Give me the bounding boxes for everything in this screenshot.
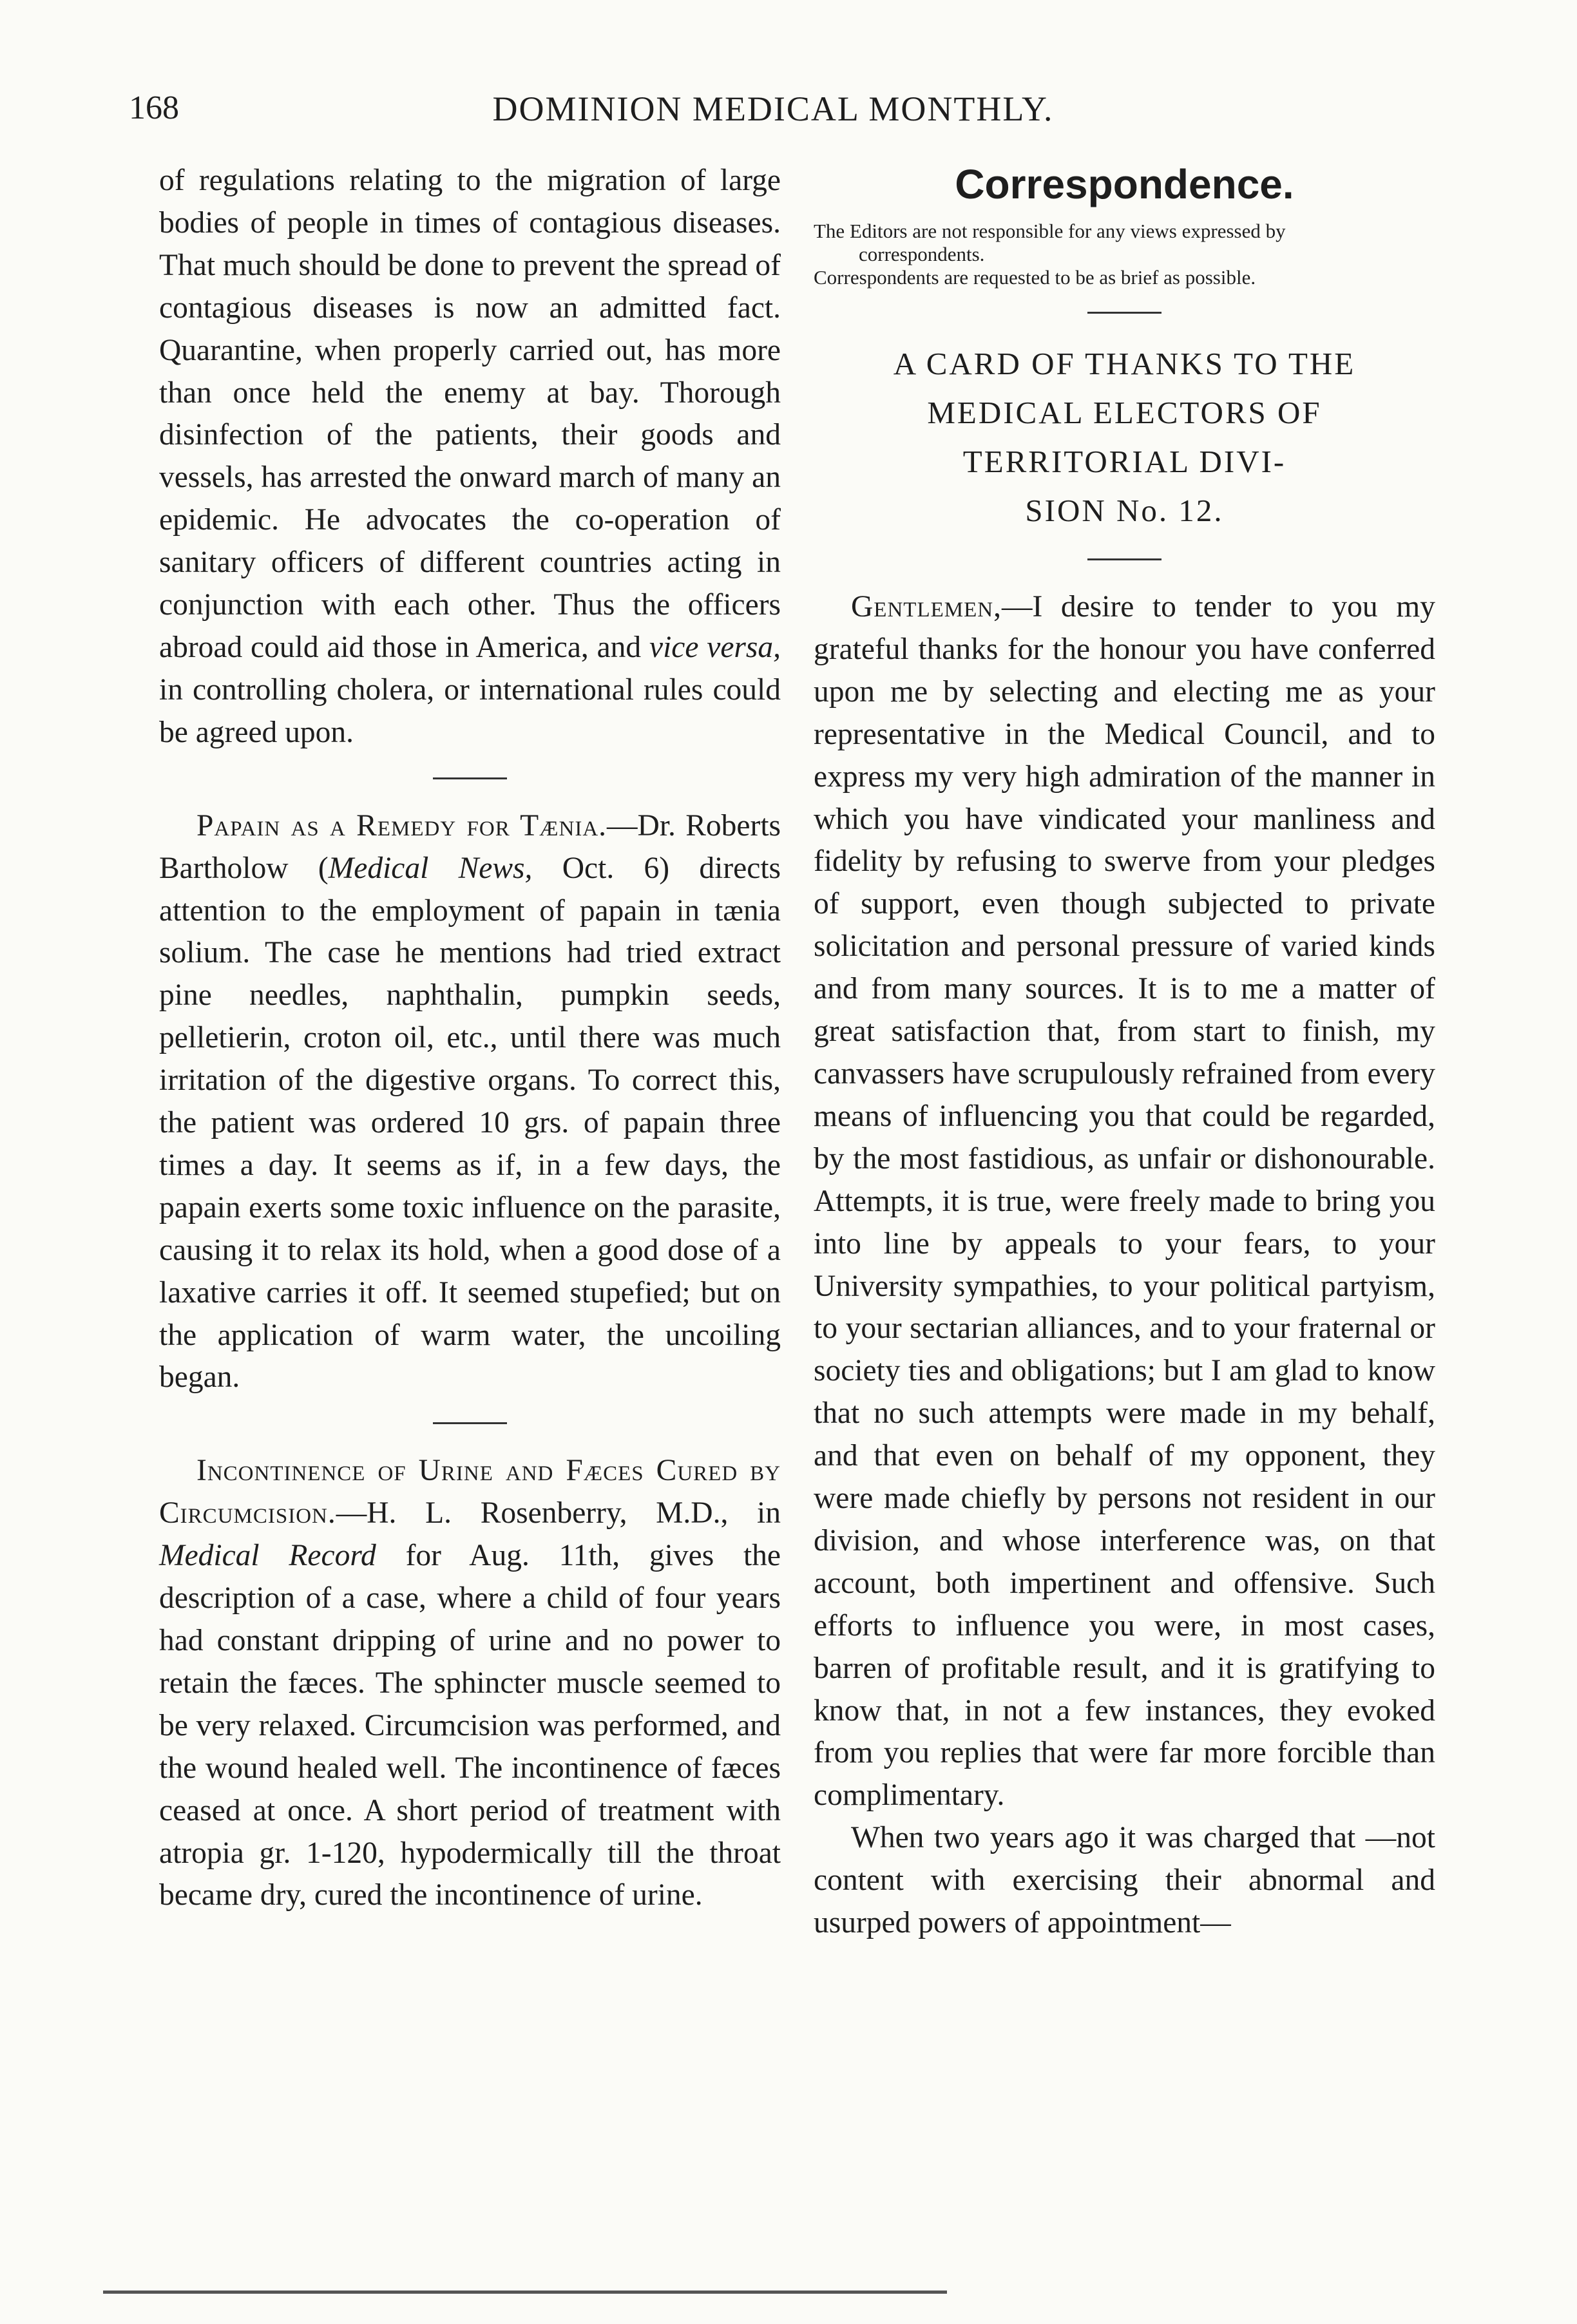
section-divider [433,1422,507,1424]
editors-note: The Editors are not responsible for any views expressed by [814,220,1286,242]
right-column [814,160,1435,1945]
page-header [129,89,1417,128]
migration-text-end: in controlling cholera, or international rules could be agreed upon. [159,672,781,749]
left-column [159,160,781,1917]
page-number: 168 [129,90,179,126]
section-divider [433,777,507,779]
papain-text-body: Oct. 6) directs attention to the employment of papain in tænia solium. The case he mentions had tried extract pine needles, naphthalin, pumpkin seeds, pelletierin, croton oil, etc., until there was much irritation of the digestive organs. To correct this, the patient was ordered 10 grs. of papain three times a day. It seems as if, in a few days, the papain exerts some toxic influence on the parasite, causing it to relax its hold, when a good dose of a laxative carries it off. It seemed stupefied; but on the application of warm water, the uncoiling began. [159,851,781,1395]
incontinence-text-body: for Aug. 11th, gives the description of a case, where a child of four years had constant dripping of urine and no power to retain the fæces. The sphincter muscle seemed to be very relaxed. Circumcision was performed, and the wound healed well. The incontinence of fæces ceased at once. A short period of treatment with atropia gr. 1-120, hypodermically till the throat became dry, cured the incontinence of urine. [159,1539,781,1912]
incontinence-dash: — [336,1496,367,1530]
card-title-line: TERRITORIAL DIVI- [962,444,1286,479]
card-title-line: A CARD OF THANKS TO THE [893,346,1356,381]
letter-text: —I desire to tender to you my grateful thanks for the honour you have conferred upon me by selecting and electing me as your representative in the Medical Council, and to express my very high admiration of the manner in which you have vindicated your manliness and fidelity by refusing to swerve from your pledges of support, even though subjected to private solicitation and personal pressure of varied kinds and from many sources. It is to me a matter of great satisfaction that, from start to finish, my canvassers have scrupulously refrained from every means of influencing you that could be regarded, by the most fastidious, as unfair or dishonourable. Attempts, it is true, were freely made to bring you into line by appeals to your fears, to your University sympathies, to your political partyism, to your sectarian alliances, and to your fraternal or society ties and obligations; but I am glad to know that no such attempts were made in my behalf, and that even on behalf of my opponent, they were made chiefly by persons not resident in our division, and whose interference was, on that account, both impertinent and offensive. Such efforts to influence you were, in most cases, barren of profitable result, and it is gratifying to know that, in not a few instances, they evoked from you replies that were far more forcible than complimentary. [814,590,1435,1813]
papain-dash: — [607,808,638,843]
section-divider [1087,312,1161,314]
letter-paragraph-2 [814,1817,1435,1945]
correspondence-title: Correspondence. [955,161,1294,207]
running-head: DOMINION MEDICAL MONTHLY. [492,90,1054,128]
card-title-line: MEDICAL ELECTORS OF [927,395,1322,430]
papain-paragraph [159,805,781,1400]
incontinence-heading: Incontinence of Urine and Fæces Cured by Circumcision. [159,1454,781,1530]
card-title-line: SION No. 12. [1025,493,1224,528]
salutation: Gentlemen, [851,590,1002,624]
editors-note-cont: correspondents. [859,243,985,265]
migration-paragraph [159,160,781,754]
medical-news-italic: Medical News, [328,851,533,885]
medical-record-italic: Medical Record [159,1539,376,1573]
migration-text: of regulations relating to the migration of large bodies of people in times of contagious diseases. That much should be done to prevent the spread of contagious diseases is now an admitted fact. Quarantine, when properly carried out, has more than once held the enemy at bay. Thorough disinfection of the patients, their goods and vessels, has arrested the onward march of many an epidemic. He advocates the co-operation of sanitary officers of different countries acting in conjunction with each other. Thus the officers abroad could aid those in America, and [159,164,781,664]
papain-heading: Papain as a Remedy for Tænia. [196,808,607,843]
card-of-thanks-title [814,339,1435,535]
vice-versa-italic: vice versa, [649,630,781,664]
letter-paragraph [814,586,1435,1817]
papain-text-start: Dr. Roberts Bartholow ( [159,808,781,885]
scan-artifact-line [103,2291,947,2294]
incontinence-text-start: H. L. Rosenberry, M.D., in [367,1496,781,1530]
section-divider [1087,558,1161,560]
correspondents-note: Correspondents are requested to be as brief as possible. [814,266,1256,289]
incontinence-paragraph [159,1450,781,1917]
letter-text-2: When two years ago it was charged that —not content with exercising their abnormal and usurped powers of appointment— [814,1821,1435,1940]
